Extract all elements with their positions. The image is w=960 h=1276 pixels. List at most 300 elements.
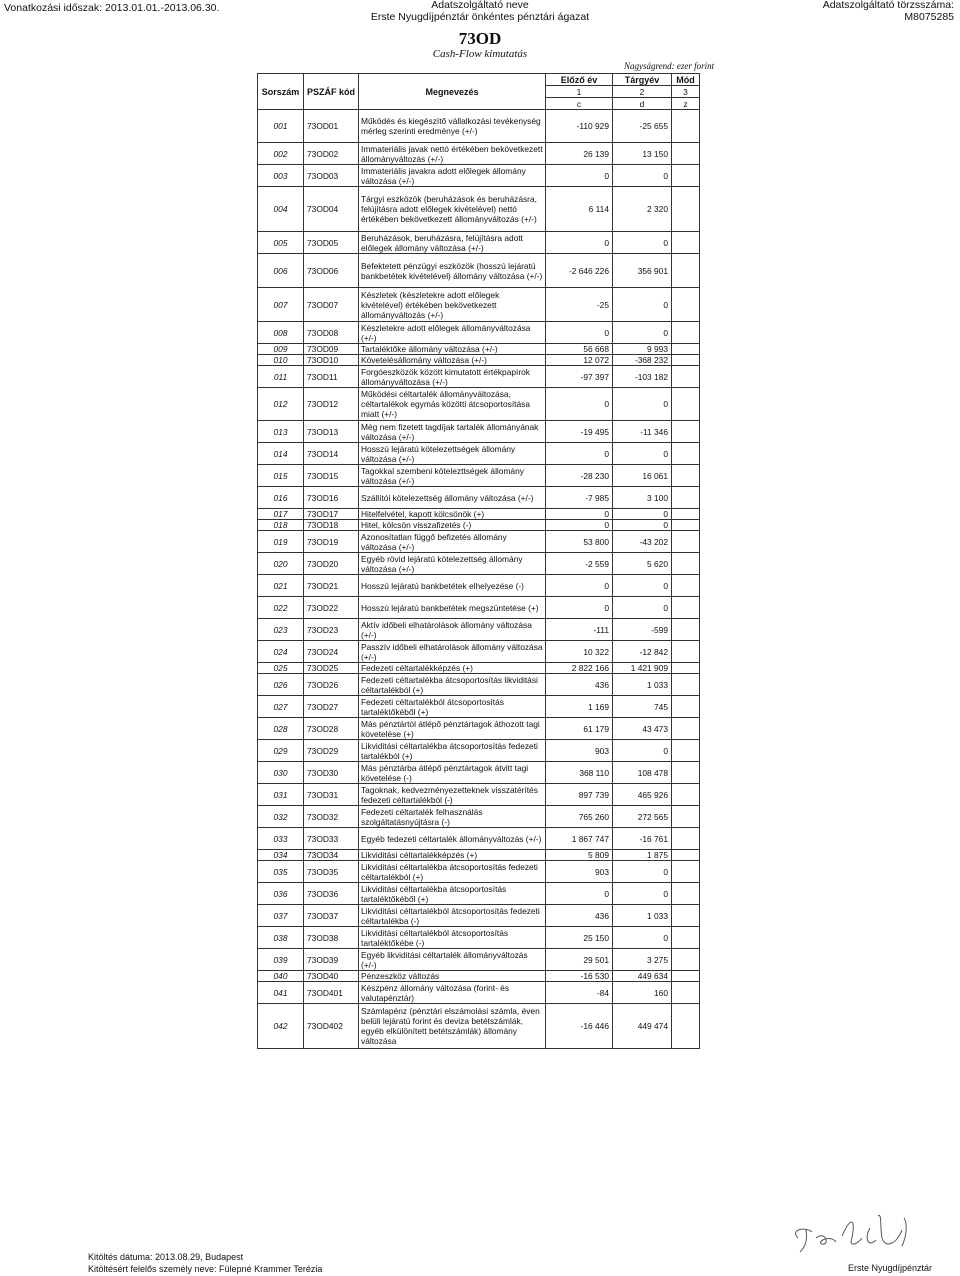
row-curr-year: 108 478 — [613, 762, 672, 784]
row-prev-year: -111 — [546, 619, 613, 641]
row-number: 024 — [258, 641, 304, 663]
row-name: Még nem fizetett tagdíjak tartalék állományának változása (+/-) — [359, 421, 546, 443]
row-name: Likviditási céltartalékból átcsoportosítás tartaléktőkébe (-) — [359, 927, 546, 949]
row-number: 007 — [258, 288, 304, 322]
row-prev-year: 5 809 — [546, 850, 613, 861]
table-row — [258, 619, 726, 641]
row-curr-year: -103 182 — [613, 366, 672, 388]
row-empty — [700, 465, 726, 487]
row-number: 005 — [258, 232, 304, 254]
row-prev-year: 436 — [546, 905, 613, 927]
row-number: 033 — [258, 828, 304, 850]
row-name: Tárgyi eszközök (beruházások és beruházásra, felújításra adott előlegek kivételével) nettó értékében bekövetkezett állományváltozás (+/-) — [359, 187, 546, 232]
table-row — [258, 806, 726, 828]
row-mod — [672, 165, 700, 187]
row-mod — [672, 762, 700, 784]
row-prev-year: 6 114 — [546, 187, 613, 232]
row-prev-year: 1 169 — [546, 696, 613, 718]
table-row — [258, 740, 726, 762]
row-mod — [672, 388, 700, 421]
row-curr-year: 1 421 909 — [613, 663, 672, 674]
row-name: Tagokkal szembeni kötelezttségek állomány változása (+/-) — [359, 465, 546, 487]
row-number: 035 — [258, 861, 304, 883]
table-row — [258, 465, 726, 487]
row-curr-year: -43 202 — [613, 531, 672, 553]
row-number: 009 — [258, 344, 304, 355]
row-code: 73OD32 — [304, 806, 359, 828]
table-row — [258, 288, 726, 322]
row-curr-year: 0 — [613, 232, 672, 254]
row-empty — [700, 575, 726, 597]
row-number: 012 — [258, 388, 304, 421]
row-curr-year: 1 033 — [613, 905, 672, 927]
row-name: Egyéb rövid lejáratú kötelezettség állomány változása (+/-) — [359, 553, 546, 575]
row-mod — [672, 619, 700, 641]
row-prev-year: 1 867 747 — [546, 828, 613, 850]
row-code: 73OD20 — [304, 553, 359, 575]
row-prev-year: 903 — [546, 740, 613, 762]
row-empty — [700, 696, 726, 718]
row-name: Működés és kiegészítő vállalkozási tevékenység mérleg szerinti eredménye (+/-) — [359, 110, 546, 143]
row-code: 73OD40 — [304, 971, 359, 982]
row-prev-year: 0 — [546, 575, 613, 597]
row-number: 015 — [258, 465, 304, 487]
footer-left — [88, 1251, 322, 1275]
row-name: Fedezeti céltartalékba átcsoportosítás likviditási céltartalékból (+) — [359, 674, 546, 696]
responsible-person: Kitöltésért felelős személy neve: Fülepné Krammer Terézia — [88, 1264, 323, 1274]
table-row — [258, 165, 726, 187]
row-number: 040 — [258, 971, 304, 982]
row-curr-year: 272 565 — [613, 806, 672, 828]
row-curr-year: 745 — [613, 696, 672, 718]
row-curr-year: 0 — [613, 443, 672, 465]
row-empty — [700, 366, 726, 388]
table-row — [258, 949, 726, 971]
row-empty — [700, 254, 726, 288]
row-code: 73OD36 — [304, 883, 359, 905]
row-code: 73OD34 — [304, 850, 359, 861]
row-mod — [672, 322, 700, 344]
row-name: Likviditási céltartalékképzés (+) — [359, 850, 546, 861]
table-row — [258, 322, 726, 344]
row-code: 73OD09 — [304, 344, 359, 355]
row-prev-year: -19 495 — [546, 421, 613, 443]
table-row — [258, 143, 726, 165]
row-prev-year: 368 110 — [546, 762, 613, 784]
row-name: Likviditási céltartalékból átcsoportosítás fedezeti céltartalékba (-) — [359, 905, 546, 927]
row-code: 73OD02 — [304, 143, 359, 165]
table-row — [258, 850, 726, 861]
row-number: 036 — [258, 883, 304, 905]
row-name: Tartaléktőke állomány változása (+/-) — [359, 344, 546, 355]
row-name: Likviditási céltartalékba átcsoportosítás tartaléktőkéből (+) — [359, 883, 546, 905]
table-row — [258, 509, 726, 520]
row-curr-year: 0 — [613, 597, 672, 619]
row-curr-year: 0 — [613, 165, 672, 187]
row-mod — [672, 232, 700, 254]
row-code: 73OD30 — [304, 762, 359, 784]
row-code: 73OD27 — [304, 696, 359, 718]
row-prev-year: 26 139 — [546, 143, 613, 165]
row-mod — [672, 828, 700, 850]
row-code: 73OD05 — [304, 232, 359, 254]
row-curr-year: 449 634 — [613, 971, 672, 982]
row-empty — [700, 641, 726, 663]
unit-note: Nagyságrend: ezer forint — [624, 61, 715, 71]
row-mod — [672, 971, 700, 982]
row-number: 022 — [258, 597, 304, 619]
row-name: Készletekre adott előlegek állományváltozása (+/-) — [359, 322, 546, 344]
table-row — [258, 784, 726, 806]
row-empty — [700, 487, 726, 509]
row-code: 73OD22 — [304, 597, 359, 619]
row-prev-year: 897 739 — [546, 784, 613, 806]
row-curr-year: 2 320 — [613, 187, 672, 232]
table-row — [258, 971, 726, 982]
row-curr-year: -599 — [613, 619, 672, 641]
row-curr-year: 465 926 — [613, 784, 672, 806]
footer-company: Erste Nyugdíjpénztár — [847, 1263, 932, 1273]
row-curr-year: 0 — [613, 740, 672, 762]
row-number: 032 — [258, 806, 304, 828]
row-curr-year: 0 — [613, 883, 672, 905]
table-row — [258, 355, 726, 366]
table-row — [258, 388, 726, 421]
provider-name: Erste Nyugdíjpénztár önkéntes pénztári ágazat — [370, 11, 590, 23]
row-number: 028 — [258, 718, 304, 740]
row-prev-year: 0 — [546, 883, 613, 905]
row-code: 73OD07 — [304, 288, 359, 322]
row-prev-year: 56 668 — [546, 344, 613, 355]
row-number: 030 — [258, 762, 304, 784]
row-empty — [700, 355, 726, 366]
row-number: 042 — [258, 1004, 304, 1049]
row-number: 029 — [258, 740, 304, 762]
row-empty — [700, 828, 726, 850]
row-mod — [672, 663, 700, 674]
row-code: 73OD37 — [304, 905, 359, 927]
row-name: Egyéb likviditási céltartalék állományváltozás (+/-) — [359, 949, 546, 971]
row-prev-year: -28 230 — [546, 465, 613, 487]
row-name: Szállítói kötelezettség állomány változása (+/-) — [359, 487, 546, 509]
row-curr-year: 0 — [613, 322, 672, 344]
row-name: Számlapénz (pénztári elszámolási számla, éven belüli lejáratú forint és deviza betétszámlák, egyéb elkülönített betétszámlák) állomány változása — [359, 1004, 546, 1049]
row-code: 73OD401 — [304, 982, 359, 1004]
row-code: 73OD35 — [304, 861, 359, 883]
row-curr-year: 0 — [613, 927, 672, 949]
row-curr-year: 43 473 — [613, 718, 672, 740]
row-number: 008 — [258, 322, 304, 344]
row-number: 014 — [258, 443, 304, 465]
row-name: Pénzeszköz változás — [359, 971, 546, 982]
row-mod — [672, 344, 700, 355]
row-empty — [700, 971, 726, 982]
row-mod — [672, 465, 700, 487]
row-empty — [700, 674, 726, 696]
col-num-1: 1 — [546, 86, 613, 98]
col-header-prev: Előző év — [546, 74, 613, 86]
row-name: Készpénz állomány változása (forint- és valutapénztár) — [359, 982, 546, 1004]
row-curr-year: 9 993 — [613, 344, 672, 355]
table-row — [258, 553, 726, 575]
row-prev-year: -25 — [546, 288, 613, 322]
row-mod — [672, 927, 700, 949]
row-number: 006 — [258, 254, 304, 288]
row-mod — [672, 861, 700, 883]
row-curr-year: -25 655 — [613, 110, 672, 143]
row-code: 73OD11 — [304, 366, 359, 388]
row-name: Fedezeti céltartalékképzés (+) — [359, 663, 546, 674]
report-title: 73OD — [458, 29, 502, 48]
row-name: Egyéb fedezeti céltartalék állományváltozás (+/-) — [359, 828, 546, 850]
row-empty — [700, 443, 726, 465]
title-block — [0, 30, 960, 61]
row-code: 73OD402 — [304, 1004, 359, 1049]
row-prev-year: -7 985 — [546, 487, 613, 509]
table-row — [258, 187, 726, 232]
row-code: 73OD24 — [304, 641, 359, 663]
row-mod — [672, 187, 700, 232]
table-row — [258, 696, 726, 718]
row-empty — [700, 784, 726, 806]
row-empty — [700, 344, 726, 355]
row-prev-year: -16 530 — [546, 971, 613, 982]
row-prev-year: 29 501 — [546, 949, 613, 971]
row-prev-year: -97 397 — [546, 366, 613, 388]
row-empty — [700, 553, 726, 575]
row-prev-year: 0 — [546, 597, 613, 619]
row-number: 025 — [258, 663, 304, 674]
row-prev-year: -2 646 226 — [546, 254, 613, 288]
table-row — [258, 883, 726, 905]
row-curr-year: 0 — [613, 288, 672, 322]
row-name: Hosszú lejáratú bankbetétek elhelyezése (-) — [359, 575, 546, 597]
table-row — [258, 520, 726, 531]
row-name: Immateriális javakra adott előlegek állomány változása (+/-) — [359, 165, 546, 187]
row-mod — [672, 806, 700, 828]
report-subtitle: Cash-Flow kimutatás — [432, 48, 528, 60]
col-letter-z: z — [672, 98, 700, 110]
row-curr-year: -11 346 — [613, 421, 672, 443]
table-row — [258, 366, 726, 388]
row-prev-year: 53 800 — [546, 531, 613, 553]
row-mod — [672, 696, 700, 718]
row-prev-year: 0 — [546, 388, 613, 421]
period-label: Vonatkozási időszak: 2013.01.01.-2013.06.30. — [4, 2, 220, 14]
row-code: 73OD01 — [304, 110, 359, 143]
row-name: Likviditási céltartalékba átcsoportosítás fedezeti tartalékból (+) — [359, 740, 546, 762]
row-mod — [672, 1004, 700, 1049]
row-code: 73OD14 — [304, 443, 359, 465]
row-curr-year: 0 — [613, 861, 672, 883]
table-row — [258, 718, 726, 740]
row-name: Készletek (készletekre adott előlegek kivételével) értékében bekövetkezett állományváltozás (+/-) — [359, 288, 546, 322]
table-row — [258, 663, 726, 674]
row-number: 020 — [258, 553, 304, 575]
col-letter-d: d — [613, 98, 672, 110]
signature-image — [786, 1208, 936, 1258]
row-prev-year: 61 179 — [546, 718, 613, 740]
col-header-curr: Tárgyév — [613, 74, 672, 86]
table-row — [258, 232, 726, 254]
row-empty — [700, 388, 726, 421]
row-mod — [672, 883, 700, 905]
table-row — [258, 531, 726, 553]
row-code: 73OD15 — [304, 465, 359, 487]
row-mod — [672, 641, 700, 663]
row-number: 021 — [258, 575, 304, 597]
table-row — [258, 487, 726, 509]
table-row — [258, 110, 726, 143]
row-code: 73OD39 — [304, 949, 359, 971]
row-prev-year: 765 260 — [546, 806, 613, 828]
registration-label: Adatszolgáltató törzsszáma: — [822, 0, 954, 11]
row-prev-year: -84 — [546, 982, 613, 1004]
provider-block — [0, 0, 960, 23]
row-empty — [700, 762, 726, 784]
row-code: 73OD31 — [304, 784, 359, 806]
row-code: 73OD12 — [304, 388, 359, 421]
row-empty — [700, 806, 726, 828]
row-curr-year: 1 875 — [613, 850, 672, 861]
row-prev-year: 0 — [546, 509, 613, 520]
row-prev-year: 0 — [546, 520, 613, 531]
row-empty — [700, 531, 726, 553]
row-curr-year: -12 842 — [613, 641, 672, 663]
row-code: 73OD04 — [304, 187, 359, 232]
row-number: 003 — [258, 165, 304, 187]
row-curr-year: 449 474 — [613, 1004, 672, 1049]
row-curr-year: -16 761 — [613, 828, 672, 850]
row-prev-year: 0 — [546, 443, 613, 465]
row-curr-year: 5 620 — [613, 553, 672, 575]
row-number: 004 — [258, 187, 304, 232]
row-number: 019 — [258, 531, 304, 553]
row-prev-year: 436 — [546, 674, 613, 696]
row-name: Immateriális javak nettó értékében bekövetkezett állományváltozás (+/-) — [359, 143, 546, 165]
row-name: Likviditási céltartalékba átcsoportosítás fedezeti céltartalékból (+) — [359, 861, 546, 883]
row-curr-year: 16 061 — [613, 465, 672, 487]
registration-block — [823, 0, 954, 23]
table-row — [258, 597, 726, 619]
row-empty — [700, 927, 726, 949]
row-number: 037 — [258, 905, 304, 927]
row-number: 026 — [258, 674, 304, 696]
row-mod — [672, 443, 700, 465]
table-row — [258, 575, 726, 597]
row-empty — [700, 520, 726, 531]
row-mod — [672, 520, 700, 531]
row-curr-year: -368 232 — [613, 355, 672, 366]
row-number: 038 — [258, 927, 304, 949]
row-empty — [700, 421, 726, 443]
row-mod — [672, 421, 700, 443]
row-number: 001 — [258, 110, 304, 143]
provider-label: Adatszolgáltató neve — [431, 0, 529, 11]
row-number: 017 — [258, 509, 304, 520]
row-curr-year: 0 — [613, 509, 672, 520]
row-mod — [672, 553, 700, 575]
row-mod — [672, 254, 700, 288]
table-row — [258, 674, 726, 696]
row-name: Aktív időbeli elhatárolások állomány változása (+/-) — [359, 619, 546, 641]
row-number: 002 — [258, 143, 304, 165]
row-mod — [672, 531, 700, 553]
row-name: Forgóeszközök között kimutatott értékpapírok állományváltozása (+/-) — [359, 366, 546, 388]
row-mod — [672, 982, 700, 1004]
row-mod — [672, 949, 700, 971]
row-mod — [672, 143, 700, 165]
row-mod — [672, 487, 700, 509]
row-number: 016 — [258, 487, 304, 509]
row-empty — [700, 718, 726, 740]
row-empty — [700, 883, 726, 905]
row-name: Azonosítatlan függő befizetés állomány változása (+/-) — [359, 531, 546, 553]
row-number: 031 — [258, 784, 304, 806]
row-code: 73OD26 — [304, 674, 359, 696]
row-curr-year: 13 150 — [613, 143, 672, 165]
row-empty — [700, 322, 726, 344]
row-prev-year: 25 150 — [546, 927, 613, 949]
col-header-mod: Mód — [672, 74, 700, 86]
row-code: 73OD21 — [304, 575, 359, 597]
row-name: Fedezeti céltartalék felhasználás szolgáltatásnyújtásra (-) — [359, 806, 546, 828]
table-row — [258, 982, 726, 1004]
row-empty — [700, 949, 726, 971]
row-prev-year: 0 — [546, 322, 613, 344]
row-code: 73OD03 — [304, 165, 359, 187]
row-curr-year: 3 275 — [613, 949, 672, 971]
table-row — [258, 927, 726, 949]
row-code: 73OD25 — [304, 663, 359, 674]
row-mod — [672, 718, 700, 740]
row-prev-year: 0 — [546, 232, 613, 254]
col-letter-c: c — [546, 98, 613, 110]
row-name: Más pénztártól átlépő pénztártagok áthozott tagi követelése (+) — [359, 718, 546, 740]
row-empty — [700, 509, 726, 520]
row-name: Befektetett pénzügyi eszközök (hosszú lejáratú bankbetétek kivételével) állomány változása (+/-) — [359, 254, 546, 288]
row-mod — [672, 597, 700, 619]
row-code: 73OD23 — [304, 619, 359, 641]
row-name: Hosszú lejáratú bankbetétek megszüntetése (+) — [359, 597, 546, 619]
cash-flow-table — [257, 73, 726, 1049]
table-row — [258, 344, 726, 355]
col-num-2: 2 — [613, 86, 672, 98]
row-code: 73OD13 — [304, 421, 359, 443]
row-mod — [672, 575, 700, 597]
table-row — [258, 421, 726, 443]
row-code: 73OD08 — [304, 322, 359, 344]
row-mod — [672, 674, 700, 696]
row-number: 023 — [258, 619, 304, 641]
row-prev-year: 903 — [546, 861, 613, 883]
row-mod — [672, 784, 700, 806]
col-header-pszaf: PSZÁF kód — [304, 74, 359, 110]
row-name: Más pénztárba átlépő pénztártagok átvitt tagi követelése (-) — [359, 762, 546, 784]
row-empty — [700, 165, 726, 187]
row-prev-year: -16 446 — [546, 1004, 613, 1049]
row-empty — [700, 982, 726, 1004]
row-code: 73OD29 — [304, 740, 359, 762]
row-mod — [672, 509, 700, 520]
table-row — [258, 443, 726, 465]
row-mod — [672, 740, 700, 762]
row-number: 027 — [258, 696, 304, 718]
row-name: Passzív időbeli elhatárolások állomány változása (+/-) — [359, 641, 546, 663]
row-mod — [672, 366, 700, 388]
row-empty — [700, 1004, 726, 1049]
registration-number: M8075285 — [904, 11, 954, 23]
